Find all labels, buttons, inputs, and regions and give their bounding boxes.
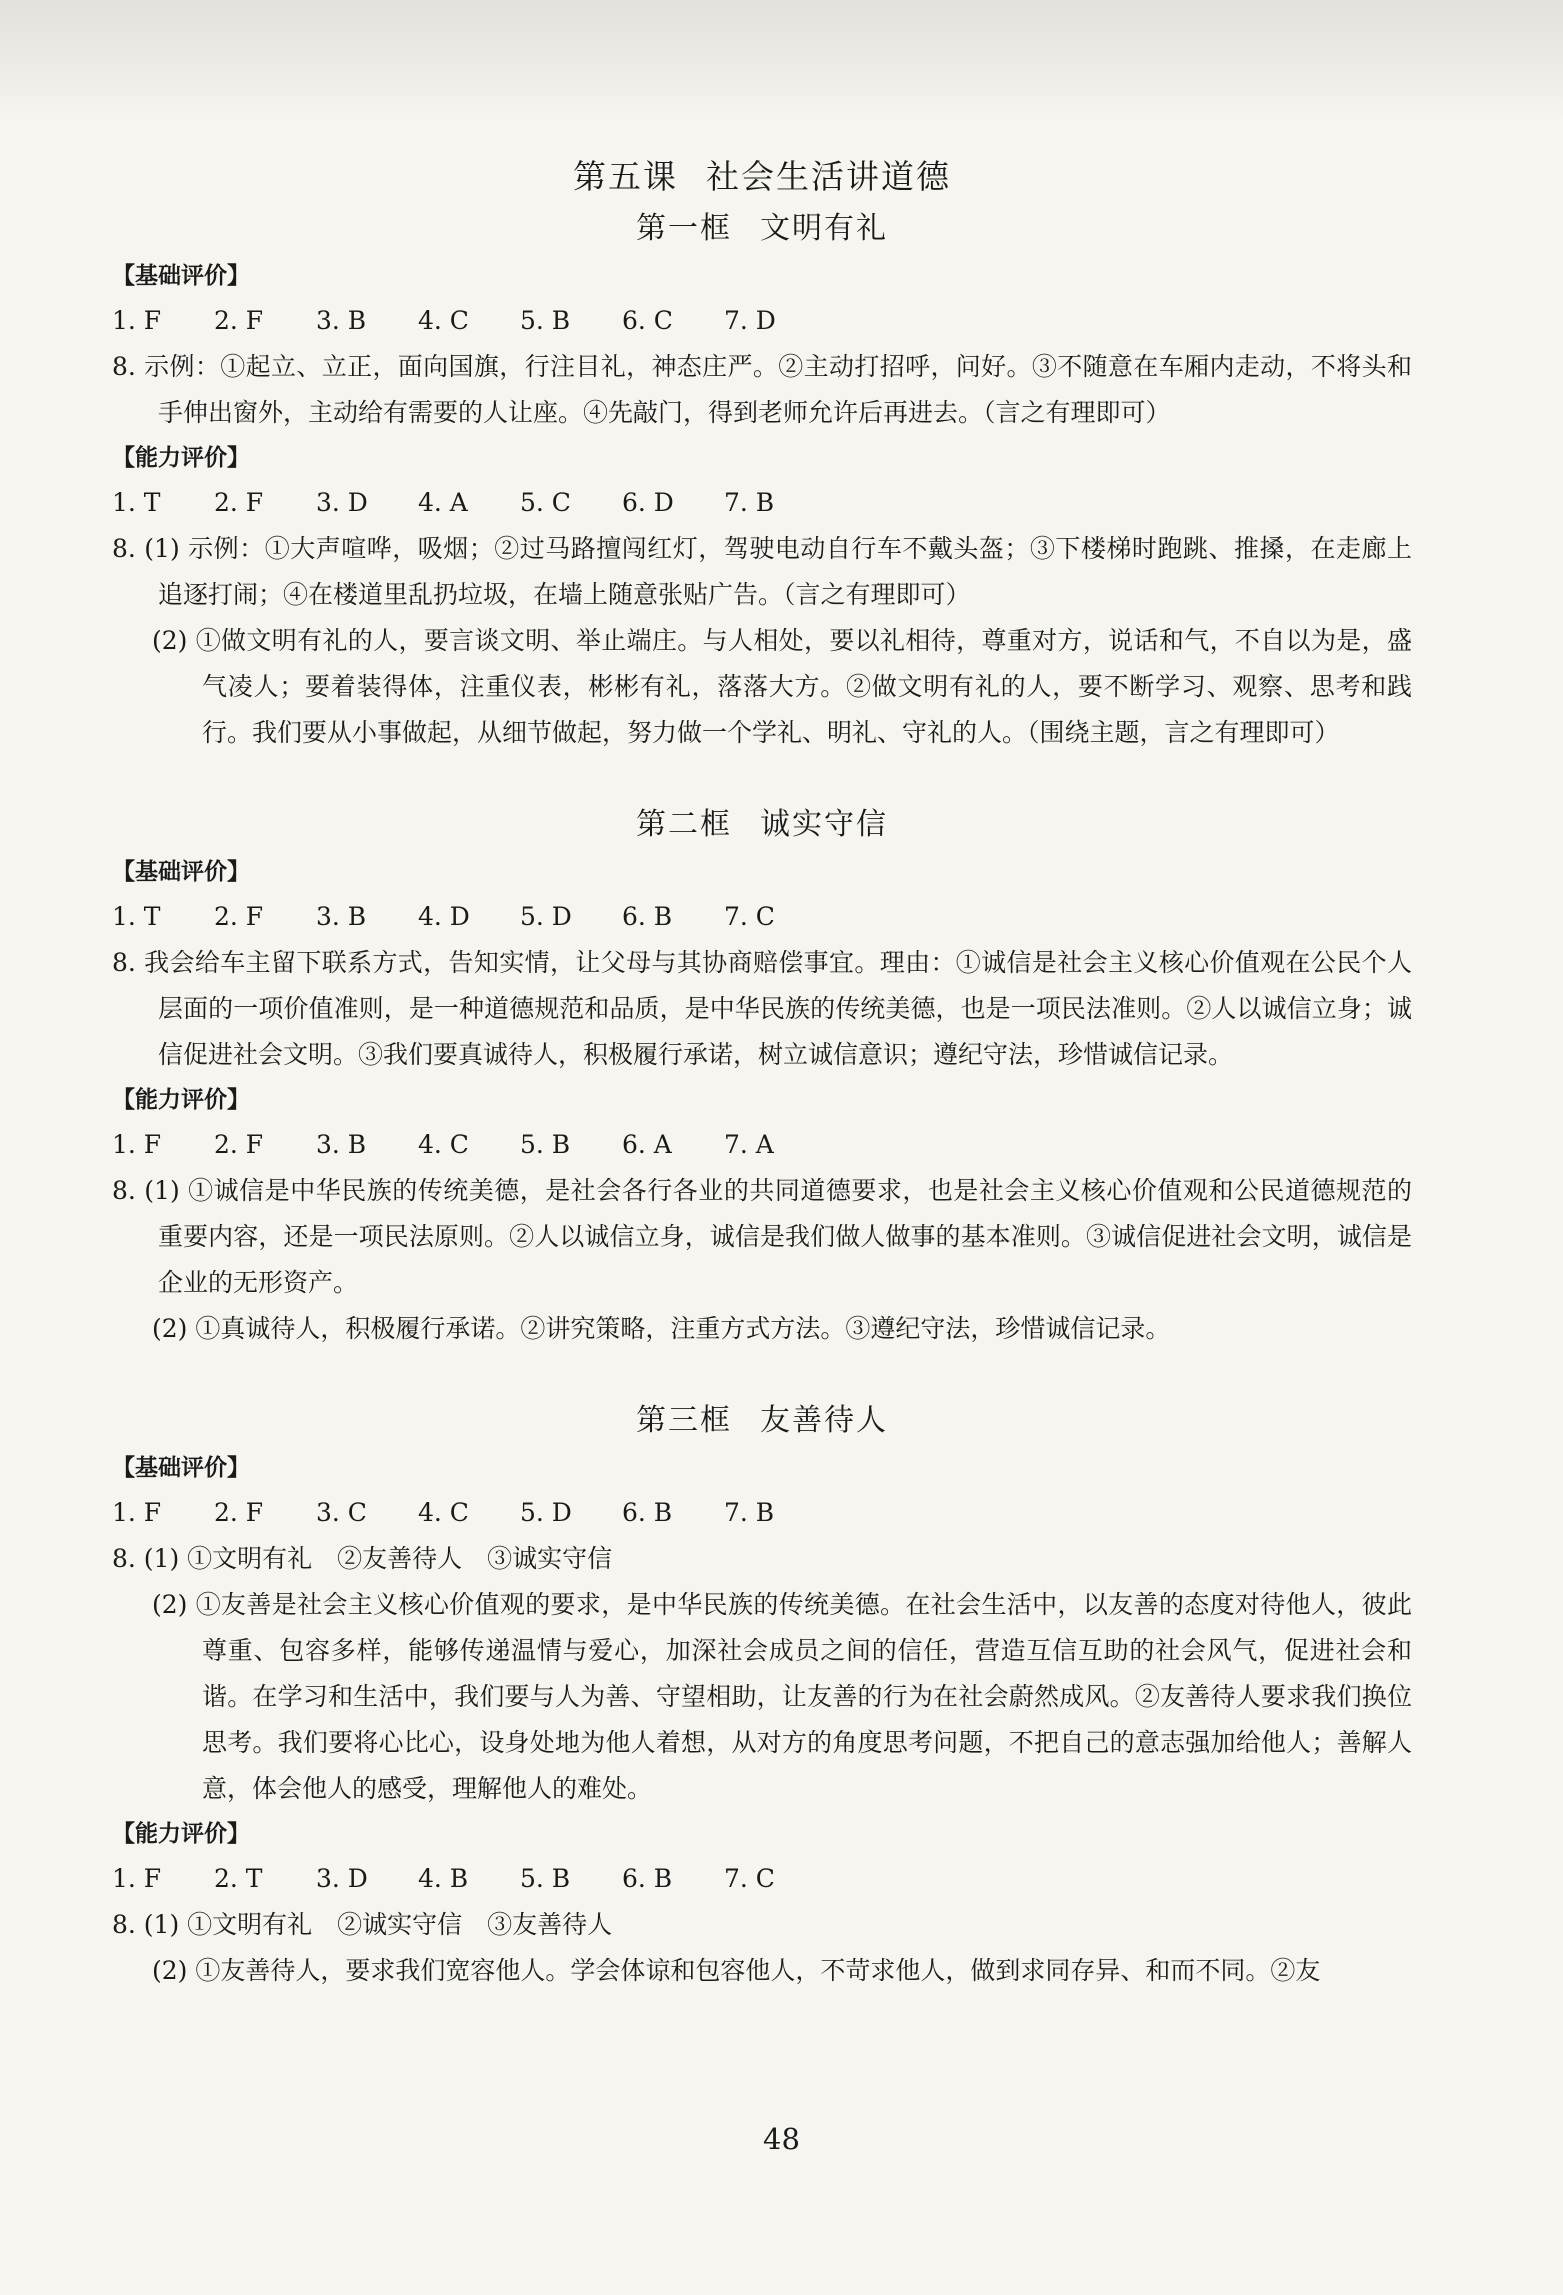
answer-item: 4. C <box>418 306 469 335</box>
answer-item: 1. T <box>112 488 161 517</box>
answer-item: 7. B <box>724 1498 775 1527</box>
answer-item: 5. D <box>520 902 572 931</box>
q8-answer: 8. 示例：①起立、立正，面向国旗，行注目礼，神态庄严。②主动打招呼，问好。③不随意在车厢内走动，不将头和手伸出窗外，主动给有需要的人让座。④先敲门，得到老师允许后再进去。（言之有理即可） <box>112 352 1412 427</box>
answer-item: 1. F <box>112 1130 162 1159</box>
basic-eval-label: 【基础评价】 <box>112 859 250 885</box>
answer-item: 4. D <box>418 902 470 931</box>
answer-item: 3. B <box>316 902 367 931</box>
answer-item: 3. C <box>316 1498 367 1527</box>
frame-number: 第三框 <box>636 1403 732 1438</box>
answer-item: 5. B <box>520 306 571 335</box>
answer-item: 3. B <box>316 306 367 335</box>
frame-name: 文明有礼 <box>760 211 888 246</box>
frame-number: 第一框 <box>636 211 732 246</box>
q8-part1-answer: 8. (1) ①文明有礼 ②诚实守信 ③友善待人 <box>112 1910 613 1939</box>
q8-part1-answer: 8. (1) 示例：①大声喧哗，吸烟；②过马路擅闯红灯，驾驶电动自行车不戴头盔；③下楼梯时跑跳、推搡，在走廊上追逐打闹；④在楼道里乱扔垃圾，在墙上随意张贴广告。（言之有理即可） <box>112 534 1412 609</box>
lesson-number: 第五课 <box>573 157 678 196</box>
answer-item: 1. F <box>112 1864 162 1893</box>
answer-item: 4. A <box>418 488 468 517</box>
answer-item: 5. D <box>520 1498 572 1527</box>
frame-name: 诚实守信 <box>760 807 888 842</box>
q8-answer: 8. 我会给车主留下联系方式，告知实情，让父母与其协商赔偿事宜。理由：①诚信是社会主义核心价值观在公民个人层面的一项价值准则，是一种道德规范和品质，是中华民族的传统美德，也是一项民法准则。②人以诚信立身；诚信促进社会文明。③我们要真诚待人，积极履行承诺，树立诚信意识；遵纪守法，珍惜诚信记录。 <box>112 948 1412 1069</box>
q8-part1-answer: 8. (1) ①文明有礼 ②友善待人 ③诚实守信 <box>112 1544 613 1573</box>
answer-content <box>112 150 1412 1994</box>
frame-title-1 <box>112 204 1412 254</box>
answer-row <box>112 298 1412 344</box>
basic-eval-label: 【基础评价】 <box>112 1455 250 1481</box>
answer-item: 6. B <box>622 902 673 931</box>
answer-item: 3. D <box>316 488 368 517</box>
answer-item: 7. C <box>724 902 775 931</box>
ability-eval-label: 【能力评价】 <box>112 445 250 471</box>
answer-item: 7. B <box>724 488 775 517</box>
answer-row <box>112 1122 1412 1168</box>
answer-item: 2. F <box>214 1498 264 1527</box>
answer-item: 3. D <box>316 1864 368 1893</box>
scan-shadow-band <box>0 0 1563 120</box>
frame-number: 第二框 <box>636 807 732 842</box>
answer-item: 2. F <box>214 902 264 931</box>
answer-item: 5. C <box>520 488 571 517</box>
q8-part2-answer: (2) ①友善是社会主义核心价值观的要求，是中华民族的传统美德。在社会生活中，以友善的态度对待他人，彼此尊重、包容多样，能够传递温情与爱心，加深社会成员之间的信任，营造互信互助的社会风气，促进社会和谐。在学习和生活中，我们要与人为善、守望相助，让友善的行为在社会蔚然成风。②友善待人要求我们换位思考。我们要将心比心，设身处地为他人着想，从对方的角度思考问题，不把自己的意志强加给他人；善解人意，体会他人的感受，理解他人的难处。 <box>152 1590 1412 1803</box>
answer-item: 2. F <box>214 306 264 335</box>
answer-item: 1. F <box>112 306 162 335</box>
answer-item: 7. A <box>724 1130 774 1159</box>
ability-eval-label: 【能力评价】 <box>112 1087 250 1113</box>
answer-row <box>112 1490 1412 1536</box>
answer-item: 6. C <box>622 306 673 335</box>
q8-part2-answer: (2) ①做文明有礼的人，要言谈文明、举止端庄。与人相处，要以礼相待，尊重对方，说话和气，不自以为是，盛气凌人；要着装得体，注重仪表，彬彬有礼，落落大方。②做文明有礼的人，要不断学习、观察、思考和践行。我们要从小事做起，从细节做起，努力做一个学礼、明礼、守礼的人。（围绕主题，言之有理即可） <box>152 626 1412 747</box>
answer-row <box>112 480 1412 526</box>
answer-item: 1. F <box>112 1498 162 1527</box>
frame-title-3 <box>112 1396 1412 1446</box>
answer-item: 7. D <box>724 306 776 335</box>
q8-part1-answer: 8. (1) ①诚信是中华民族的传统美德，是社会各行各业的共同道德要求，也是社会主义核心价值观和公民道德规范的重要内容，还是一项民法原则。②人以诚信立身，诚信是我们做人做事的基本准则。③诚信促进社会文明，诚信是企业的无形资产。 <box>112 1176 1412 1297</box>
frame-name: 友善待人 <box>760 1403 888 1438</box>
answer-item: 6. D <box>622 488 674 517</box>
answer-item: 4. C <box>418 1130 469 1159</box>
answer-item: 6. A <box>622 1130 672 1159</box>
answer-item: 6. B <box>622 1864 673 1893</box>
answer-item: 6. B <box>622 1498 673 1527</box>
lesson-name: 社会生活讲道德 <box>706 157 951 196</box>
answer-item: 4. B <box>418 1864 469 1893</box>
answer-item: 7. C <box>724 1864 775 1893</box>
answer-item: 2. F <box>214 1130 264 1159</box>
answer-item: 5. B <box>520 1130 571 1159</box>
answer-row <box>112 1856 1412 1902</box>
answer-item: 1. T <box>112 902 161 931</box>
answer-item: 4. C <box>418 1498 469 1527</box>
q8-part2-answer: (2) ①友善待人，要求我们宽容他人。学会体谅和包容他人，不苛求他人，做到求同存异、和而不同。②友 <box>152 1956 1321 1985</box>
ability-eval-label: 【能力评价】 <box>112 1821 250 1847</box>
answer-item: 2. T <box>214 1864 263 1893</box>
page-number: 48 <box>763 2122 800 2156</box>
answer-item: 5. B <box>520 1864 571 1893</box>
answer-item: 3. B <box>316 1130 367 1159</box>
frame-title-2 <box>112 800 1412 850</box>
basic-eval-label: 【基础评价】 <box>112 263 250 289</box>
answer-row <box>112 894 1412 940</box>
q8-part2-answer: (2) ①真诚待人，积极履行承诺。②讲究策略，注重方式方法。③遵纪守法，珍惜诚信记录。 <box>152 1314 1171 1343</box>
answer-item: 2. F <box>214 488 264 517</box>
lesson-title <box>112 150 1412 204</box>
